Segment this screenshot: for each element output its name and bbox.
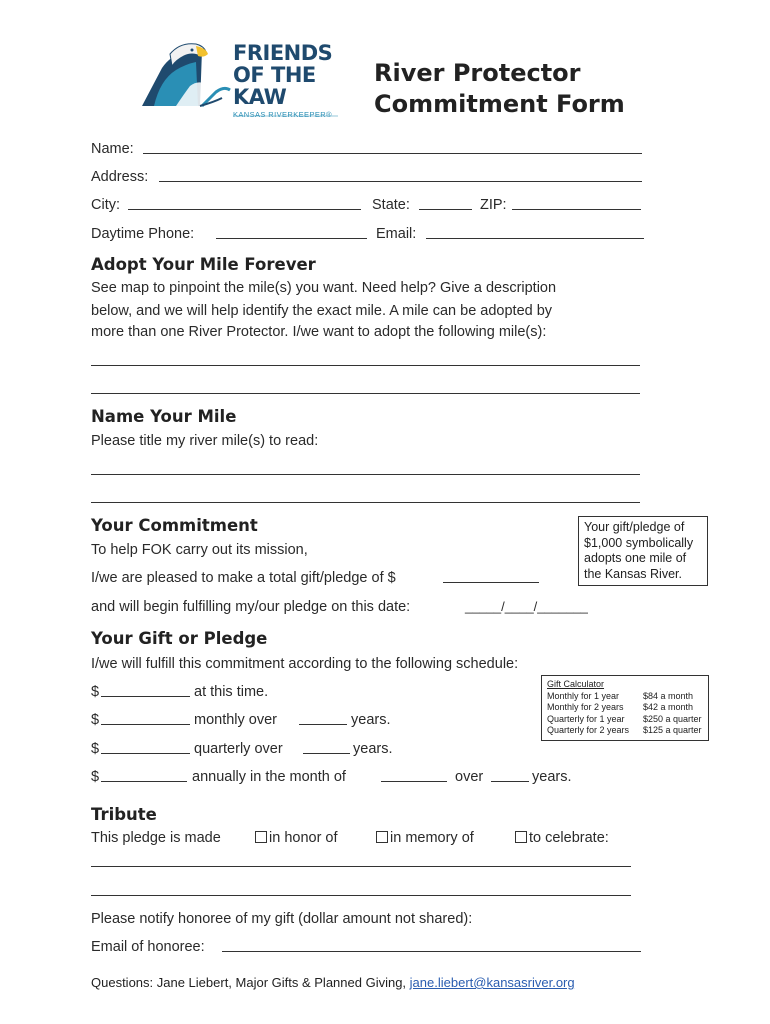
dollar-sign: $ [91,741,100,757]
honoree-email-label: Email of honoree: [91,939,205,955]
quarterly-amount-field[interactable] [101,753,190,754]
gift-calculator-title: Gift Calculator [547,679,605,689]
logo-wordmark: FRIENDS OF THE KAW [233,41,333,109]
calc-row: Quarterly for 1 year $250 a quarter [547,713,702,724]
zip-field[interactable] [512,209,641,210]
celebrate-checkbox[interactable] [515,831,527,843]
state-label: State: [372,197,410,213]
adopt-text-2: below, and we will help identify the exact mile. A mile can be adopted by [91,303,553,319]
name-label: Name: [91,141,134,157]
tribute-name-field-1[interactable] [91,866,631,867]
annual-over-label: over [455,769,484,785]
gift-now-label: at this time. [194,684,269,700]
pledge-date-field[interactable]: _____/____/_______ [465,599,588,614]
dollar-sign: $ [91,769,100,785]
address-field[interactable] [159,181,642,182]
commitment-heading: Your Commitment [91,516,258,535]
monthly-years-label: years. [351,712,391,728]
pledge-amount-field[interactable] [443,582,539,583]
annual-label: annually in the month of [192,769,346,785]
adopt-mile-field-1[interactable] [91,365,640,366]
tribute-name-field-2[interactable] [91,895,631,896]
name-mile-heading: Name Your Mile [91,407,237,426]
footer-contact [91,974,575,992]
tribute-heading: Tribute [91,805,157,824]
calc-row: Quarterly for 2 years $125 a quarter [547,725,702,735]
phone-label: Daytime Phone: [91,226,195,242]
email-field[interactable] [426,238,644,239]
honoree-email-field[interactable] [222,951,641,952]
pledge-callout-box: Your gift/pledge of $1,000 symbolically adopts one mile of the Kansas River. [578,516,708,586]
tribute-prefix: This pledge is made [91,830,221,846]
monthly-amount-field[interactable] [101,724,190,725]
mile-title-field-1[interactable] [91,474,640,475]
celebrate-option[interactable]: to celebrate: [515,829,609,847]
name-field[interactable] [143,153,642,154]
email-label: Email: [376,226,417,242]
gift-heading: Your Gift or Pledge [91,629,268,648]
adopt-text-1: See map to pinpoint the mile(s) you want. Need help? Give a description [91,280,557,296]
address-label: Address: [91,169,149,185]
monthly-years-field[interactable] [299,724,347,725]
annual-amount-field[interactable] [101,781,187,782]
phone-field[interactable] [216,238,367,239]
adopt-mile-field-2[interactable] [91,393,640,394]
calc-row: Monthly for 2 years $42 a month [547,702,694,712]
state-field[interactable] [419,209,472,210]
footer-text: Questions: Jane Liebert, Major Gifts & Planned Giving, [91,975,407,990]
gift-intro: I/we will fulfill this commitment according to the following schedule: [91,656,519,672]
quarterly-label: quarterly over [194,741,283,757]
dollar-sign: $ [91,712,100,728]
form-title: River Protector Commitment Form [374,59,625,118]
notify-text: Please notify honoree of my gift (dollar amount not shared): [91,911,473,927]
memory-option[interactable]: in memory of [376,829,474,847]
annual-years-field[interactable] [491,781,529,782]
name-mile-prompt: Please title my river mile(s) to read: [91,433,319,449]
gift-calculator-box [541,675,709,741]
mile-title-field-2[interactable] [91,502,640,503]
city-label: City: [91,197,120,213]
annual-years-label: years. [532,769,572,785]
city-field[interactable] [128,209,361,210]
dollar-sign: $ [91,684,100,700]
contact-email-link[interactable]: jane.liebert@kansasriver.org [409,975,575,990]
commitment-text-3: and will begin fulfilling my/our pledge on this date: [91,599,411,615]
quarterly-years-label: years. [353,741,393,757]
adopt-text-3: more than one River Protector. I/we want to adopt the following mile(s): [91,324,547,340]
logo-subtitle: KANSAS RIVERKEEPER® [233,110,332,119]
calc-row: Monthly for 1 year $84 a month [547,690,694,701]
annual-month-field[interactable] [381,781,447,782]
honor-option[interactable]: in honor of [255,829,338,847]
commitment-text-2: I/we are pleased to make a total gift/pledge of $ [91,570,396,586]
gift-now-amount-field[interactable] [101,696,190,697]
zip-label: ZIP: [480,197,507,213]
memory-checkbox[interactable] [376,831,388,843]
adopt-heading: Adopt Your Mile Forever [91,255,316,274]
monthly-label: monthly over [194,712,278,728]
quarterly-years-field[interactable] [303,753,350,754]
honor-checkbox[interactable] [255,831,267,843]
commitment-text-1: To help FOK carry out its mission, [91,542,308,558]
